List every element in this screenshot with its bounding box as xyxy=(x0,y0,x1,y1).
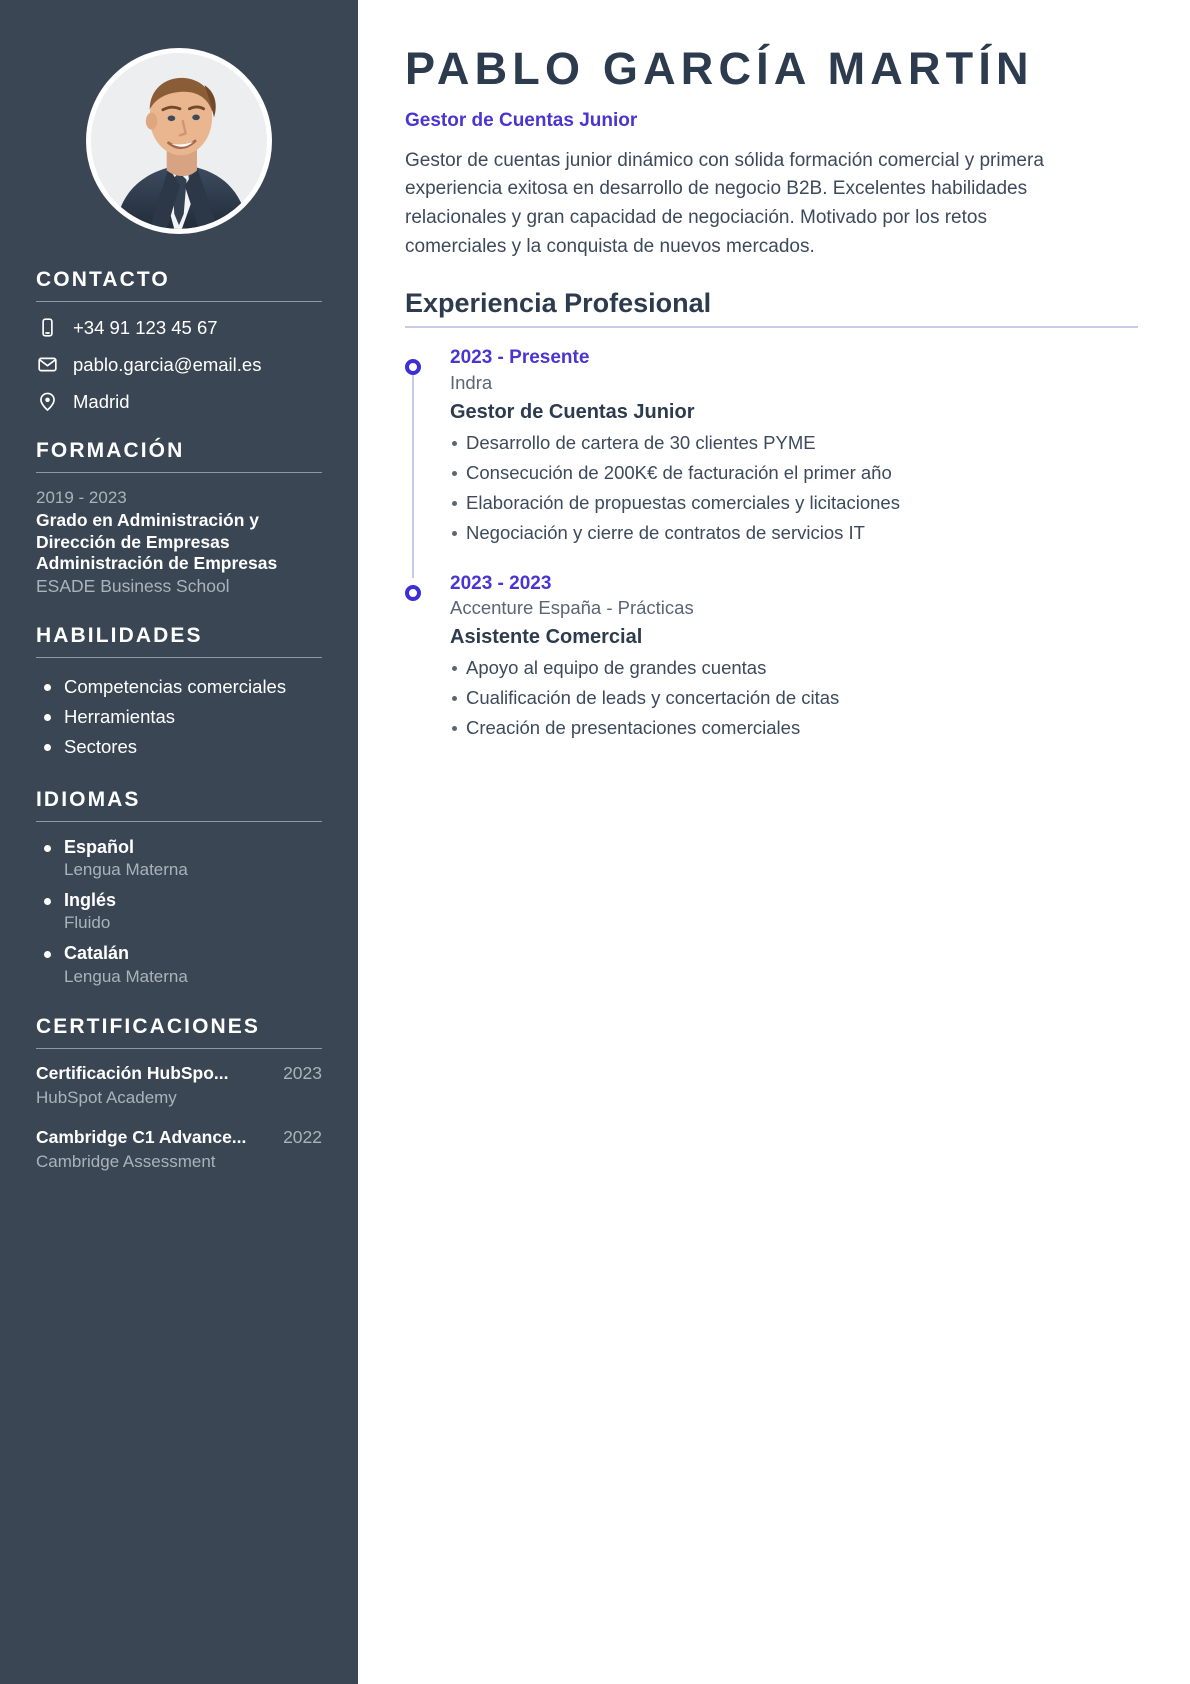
language-level: Lengua Materna xyxy=(64,966,188,986)
language-name: Inglés xyxy=(64,889,117,910)
skill-label: Competencias comerciales xyxy=(64,675,287,697)
list-item xyxy=(36,732,322,762)
list-item xyxy=(450,683,1138,713)
list-item xyxy=(36,1127,322,1175)
portrait-photo-icon xyxy=(91,53,267,229)
avatar xyxy=(86,48,272,234)
bullet-text: Elaboración de propuestas comerciales y licitaciones xyxy=(466,491,900,513)
certifications-divider xyxy=(36,1048,322,1049)
experience-company: Accenture España - Prácticas xyxy=(450,597,694,619)
timeline-connector xyxy=(412,372,414,578)
education-school: ESADE Business School xyxy=(36,575,230,596)
experience-timeline xyxy=(405,346,1138,743)
avatar-container xyxy=(0,0,358,268)
experience-heading: Experiencia Profesional xyxy=(405,288,712,318)
contact-section xyxy=(36,268,322,413)
skills-section xyxy=(36,624,322,762)
language-name: Catalán xyxy=(64,943,130,964)
education-entry xyxy=(36,487,322,597)
skill-label: Sectores xyxy=(64,735,138,757)
languages-heading: IDIOMAS xyxy=(36,787,141,811)
skills-divider xyxy=(36,657,322,658)
education-degree: Grado en Administración y Dirección de Empresas xyxy=(36,510,260,552)
experience-item xyxy=(450,572,1138,744)
email-icon xyxy=(36,353,59,376)
list-item xyxy=(36,836,322,882)
experience-company: Indra xyxy=(450,371,493,393)
bullet-text: Negociación y cierre de contratos de servicios IT xyxy=(466,521,865,543)
experience-item xyxy=(450,346,1138,572)
experience-role: Asistente Comercial xyxy=(450,626,643,649)
certifications-section xyxy=(36,1015,322,1175)
contact-location-row[interactable] xyxy=(36,390,322,413)
language-level: Lengua Materna xyxy=(64,859,188,879)
main-content xyxy=(358,0,1190,1684)
list-item xyxy=(36,672,322,702)
list-item xyxy=(450,458,1138,488)
education-heading: FORMACIÓN xyxy=(36,439,185,463)
location-icon xyxy=(36,390,59,413)
education-divider xyxy=(36,472,322,473)
certification-year: 2022 xyxy=(283,1127,322,1148)
skills-heading: HABILIDADES xyxy=(36,623,203,647)
job-title: Gestor de Cuentas Junior xyxy=(405,109,638,131)
list-item xyxy=(450,428,1138,458)
languages-divider xyxy=(36,821,322,822)
list-item xyxy=(36,702,322,732)
contact-phone-value: +34 91 123 45 67 xyxy=(73,317,218,338)
experience-divider xyxy=(405,326,1138,328)
experience-role: Gestor de Cuentas Junior xyxy=(450,400,695,423)
phone-icon xyxy=(36,316,59,339)
list-item xyxy=(450,518,1138,548)
list-item xyxy=(36,889,322,935)
list-item xyxy=(36,942,322,988)
experience-date: 2023 - 2023 xyxy=(450,572,552,594)
language-name: Español xyxy=(64,836,135,857)
contact-heading: CONTACTO xyxy=(36,268,170,291)
certification-name: Certificación HubSpo... xyxy=(36,1062,229,1083)
list-item xyxy=(36,1063,322,1111)
skills-list xyxy=(36,672,322,762)
list-item xyxy=(450,653,1138,683)
list-item xyxy=(450,488,1138,518)
bullet-text: Desarrollo de cartera de 30 clientes PYME xyxy=(466,431,816,453)
experience-bullets xyxy=(450,653,1138,743)
timeline-dot-icon xyxy=(405,359,421,375)
certification-name: Cambridge C1 Advance... xyxy=(36,1127,247,1148)
contact-email-row[interactable] xyxy=(36,353,322,376)
certification-year: 2023 xyxy=(283,1062,322,1083)
contact-phone-row[interactable] xyxy=(36,316,322,339)
education-section xyxy=(36,439,322,597)
language-level: Fluido xyxy=(64,913,111,933)
certification-header xyxy=(36,1063,322,1084)
certification-header xyxy=(36,1127,322,1148)
certification-org: HubSpot Academy xyxy=(36,1087,177,1107)
list-item xyxy=(450,713,1138,743)
experience-bullets xyxy=(450,428,1138,548)
experience-date: 2023 - Presente xyxy=(450,347,590,368)
bullet-text: Apoyo al equipo de grandes cuentas xyxy=(466,657,767,679)
page-title: PABLO GARCÍA MARTÍN xyxy=(405,43,1034,94)
contact-location-value: Madrid xyxy=(73,391,130,413)
sidebar xyxy=(0,0,358,1684)
certifications-heading: CERTIFICACIONES xyxy=(36,1014,261,1038)
skill-label: Herramientas xyxy=(64,705,176,727)
contact-divider xyxy=(36,301,322,302)
bullet-text: Consecución de 200K€ de facturación el primer año xyxy=(466,461,892,483)
education-date: 2019 - 2023 xyxy=(36,488,127,508)
bullet-text: Creación de presentaciones comerciales xyxy=(466,717,801,739)
professional-summary: Gestor de cuentas junior dinámico con sólida formación comercial y primera experiencia exitosa en desarrollo de negocio B2B. Excelentes habilidades relacionales y gran capacidad de negociación. Motivado por los retos comerciales y la conquista de nuevos mercados. xyxy=(405,149,1044,258)
certification-org: Cambridge Assessment xyxy=(36,1152,216,1172)
education-field: Administración de Empresas xyxy=(36,553,278,574)
bullet-text: Cualificación de leads y concertación de citas xyxy=(466,687,840,709)
languages-section xyxy=(36,788,322,989)
timeline-dot-icon xyxy=(405,585,421,601)
contact-email-value: pablo.garcia@email.es xyxy=(73,354,262,376)
